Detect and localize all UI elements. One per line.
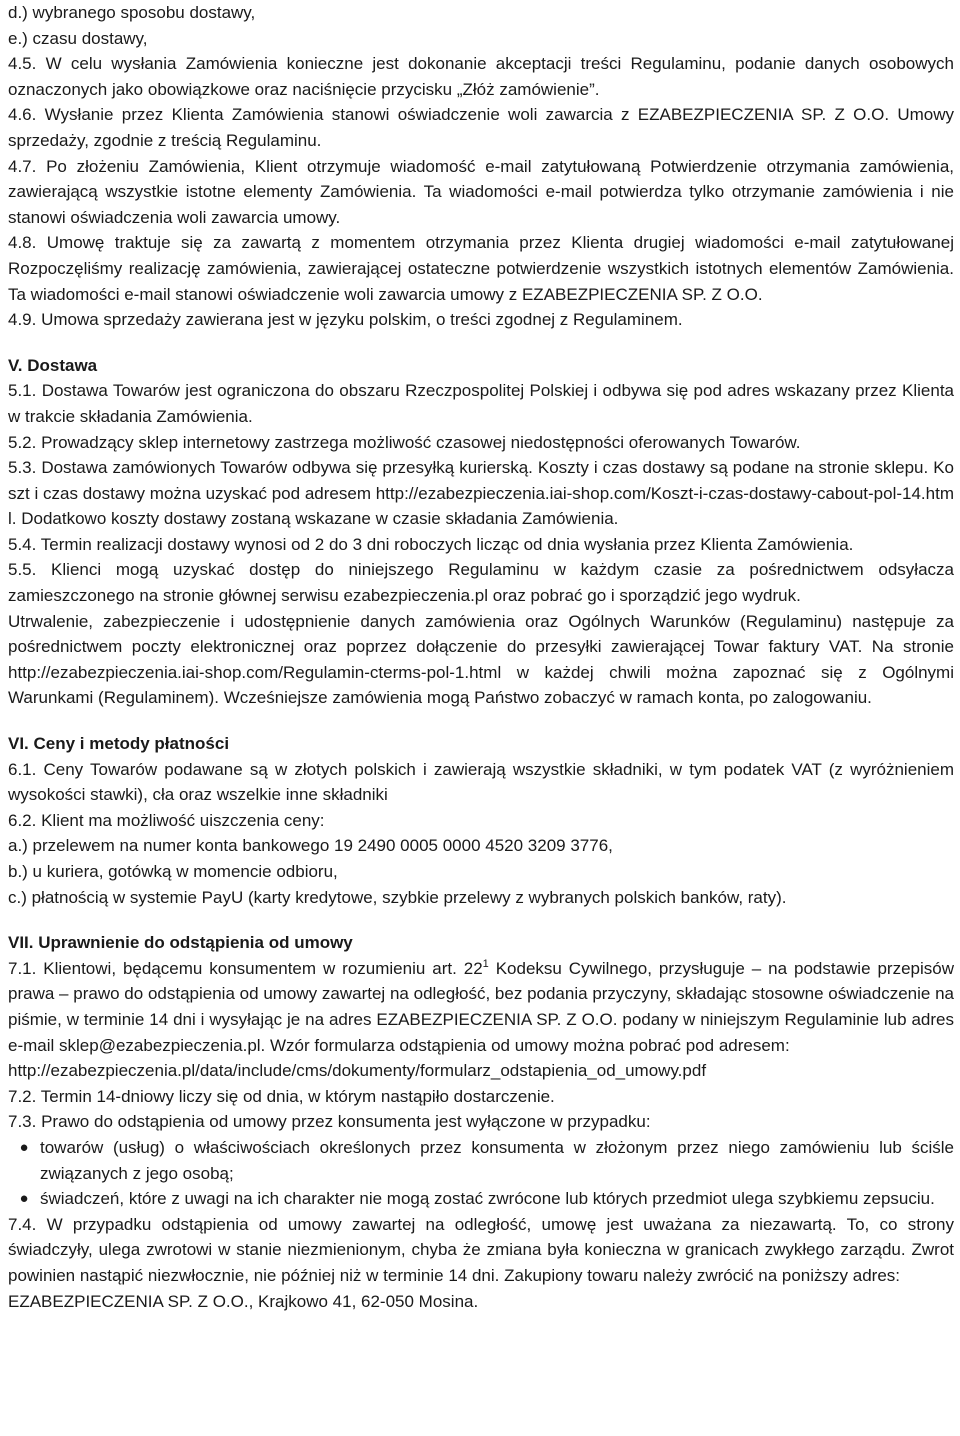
paragraph-4-7: 4.7. Po złożeniu Zamówienia, Klient otrzymuje wiadomość e-mail zatytułowaną Potwierdzenie otrzymania zamówienia, zawierającą wszystkie istotne elementy Zamówienia. Ta wiadomości e-mail potwierdza tylko otrzymanie zamówienia i nie stanowi oświadczenia woli zawarcia umowy. — [8, 156, 954, 227]
paragraph-4-6: 4.6. Wysłanie przez Klienta Zamówienia stanowi oświadczenie woli zawarcia z EZABEZPIECZENIA SP. Z O.O. Umowy sprzedaży, zgodnie z treścią Regulaminu. — [8, 105, 954, 150]
spacer — [8, 910, 954, 930]
paragraph-6-2: 6.2. Klient ma możliwość uiszczenia ceny: — [8, 810, 325, 830]
paragraph-4-9: 4.9. Umowa sprzedaży zawierana jest w języku polskim, o treści zgodnej z Regulaminem. — [8, 310, 683, 330]
paragraph-6-1: 6.1. Ceny Towarów podawane są w złotych polskich i zawierają wszystkie składniki, w tym podatek VAT (z wyróżnieniem wysokości stawki), cła oraz wszelkie inne składniki — [8, 759, 954, 805]
bullet-text: świadczeń, które z uwagi na ich charakter nie mogą zostać zwrócone lub których przedmiot ulega szybkiemu zepsuciu. — [40, 1189, 935, 1209]
list-item-e: e.) czasu dostawy, — [8, 28, 148, 48]
paragraph-5-5: 5.5. Klienci mogą uzyskać dostęp do niniejszego Regulaminu w każdym czasie za pośrednictwem odsyłacza zamieszczonego na stronie głównej serwisu ezabezpieczenia.pl oraz pobrać go i sporządzić jego wydruk. — [8, 560, 954, 606]
paragraph-7-1 — [8, 956, 954, 1058]
section-heading-ceny: VI. Ceny i metody płatności — [8, 734, 230, 754]
bullet-icon: ● — [19, 1138, 29, 1156]
paragraph-5-6: Utrwalenie, zabezpieczenie i udostępnienie danych zamówienia oraz Ogólnych Warunków (Regulaminu) następuje za pośrednictwem poczty elektronicznej oraz poprzez dołączenie do przesyłki zawierającej Towar faktury VAT. Na stronie http://ezabezpieczenia.iai-shop.com/Regulamin-cterms-pol-1.html w każdej chwili można zapoznać się z Ogólnymi Warunkami (Regulaminem). Wcześniejsze zamówienia mogą Państwo zobaczyć w ramach konta, po zalogowaniu. — [8, 611, 954, 708]
paragraph-7-2: 7.2. Termin 14-dniowy liczy się od dnia, w którym nastąpiło dostarczenie. — [8, 1086, 555, 1106]
paragraph-7-1-start: 7.1. Klientowi, będącemu konsumentem w rozumieniu art. 22 — [8, 958, 483, 978]
section-heading-dostawa: V. Dostawa — [8, 355, 98, 375]
form-download-link[interactable]: http://ezabezpieczenia.pl/data/include/cms/dokumenty/formularz_odstapienia_od_umowy.pdf — [8, 1061, 707, 1081]
payment-option-b: b.) u kuriera, gotówką w momencie odbioru, — [8, 862, 338, 881]
paragraph-7-4: 7.4. W przypadku odstąpienia od umowy zawartej na odległość, umowę jest uważana za niezawartą. To, co strony świadczyły, ulega zwrotowi w stanie niezmienionym, chyba że zmiana była konieczna w granicach zwykłego zarządu. Zwrot powinien nastąpić niezwłocznie, nie później niż w terminie 14 dni. Zakupiony towaru należy zwrócić na poniższy adres: — [8, 1214, 954, 1285]
bullet-item — [8, 1135, 954, 1186]
list-item-d: d.) wybranego sposobu dostawy, — [8, 3, 256, 22]
payment-option-a: a.) przelewem na numer konta bankowego 19 2490 0005 0000 4520 3209 3776, — [8, 836, 613, 856]
paragraph-4-8: 4.8. Umowę traktuje się za zawartą z momentem otrzymania przez Klienta drugiej wiadomości e-mail zatytułowanej Rozpoczęliśmy realizację zamówienia, zawierającej ostateczne potwierdzenie wszystkich istotnych elementów Zamówienia. Ta wiadomości e-mail stanowi oświadczenie woli zawarcia umowy z EZABEZPIECZENIA SP. Z O.O. — [8, 233, 954, 304]
spacer — [8, 333, 954, 353]
bullet-icon: ● — [19, 1190, 29, 1208]
bullet-text: towarów (usług) o właściwościach określonych przez konsumenta w złożonym przez niego zamówieniu lub ściśle związanych z jego osobą; — [40, 1137, 954, 1183]
spacer — [8, 711, 954, 731]
section-heading-odstapienie: VII. Uprawnienie do odstąpienia od umowy — [8, 933, 353, 953]
bullet-item — [8, 1186, 954, 1212]
paragraph-4-5: 4.5. W celu wysłania Zamówienia konieczne jest dokonanie akceptacji treści Regulaminu, podanie danych osobowych oznaczonych jako obowiązkowe oraz naciśnięcie przycisku „Złóż zamówienie”. — [8, 54, 954, 99]
paragraph-7-1-rest: Kodeksu Cywilnego, przysługuje – na podstawie przepisów prawa – prawo do odstąpienia od umowy zawartej na odległość, bez podania przyczyny, składając stosowne oświadczenie na piśmie, w terminie 14 dni i wysyłając je na adres EZABEZPIECZENIA SP. Z O.O. podany w niniejszym Regulaminie lub adres e-mail sklep@ezabezpieczenia.pl. Wzór formularza odstąpienia od umowy można pobrać pod adresem: — [8, 958, 954, 1055]
paragraph-7-3: 7.3. Prawo do odstąpienia od umowy przez konsumenta jest wyłączone w przypadku: — [8, 1112, 651, 1132]
return-address: EZABEZPIECZENIA SP. Z O.O., Krajkowo 41, 62-050 Mosina. — [8, 1291, 479, 1311]
article-superscript: 1 — [482, 957, 489, 970]
paragraph-5-3: 5.3. Dostawa zamówionych Towarów odbywa się przesyłką kurierską. Koszty i czas dostawy są podane na stronie sklepu. Koszt i czas dostawy można uzyskać pod adresem http://ezabezpieczenia.iai-shop.com/Koszt-i-czas-dostawy-cabout-pol-14.html. Dodatkowo koszty dostawy zostaną wskazane w czasie składania Zamówienia. — [8, 458, 954, 529]
payment-option-c: c.) płatnością w systemie PayU (karty kredytowe, szybkie przelewy z wybranych polskich banków, raty). — [8, 887, 787, 907]
paragraph-5-2: 5.2. Prowadzący sklep internetowy zastrzega możliwość czasowej niedostępności oferowanych Towarów. — [8, 432, 801, 452]
paragraph-5-1: 5.1. Dostawa Towarów jest ograniczona do obszaru Rzeczpospolitej Polskiej i odbywa się pod adres wskazany przez Klienta w trakcie składania Zamówienia. — [8, 381, 954, 426]
paragraph-5-4: 5.4. Termin realizacji dostawy wynosi od 2 do 3 dni roboczych licząc od dnia wysłania przez Klienta Zamówienia. — [8, 534, 854, 554]
